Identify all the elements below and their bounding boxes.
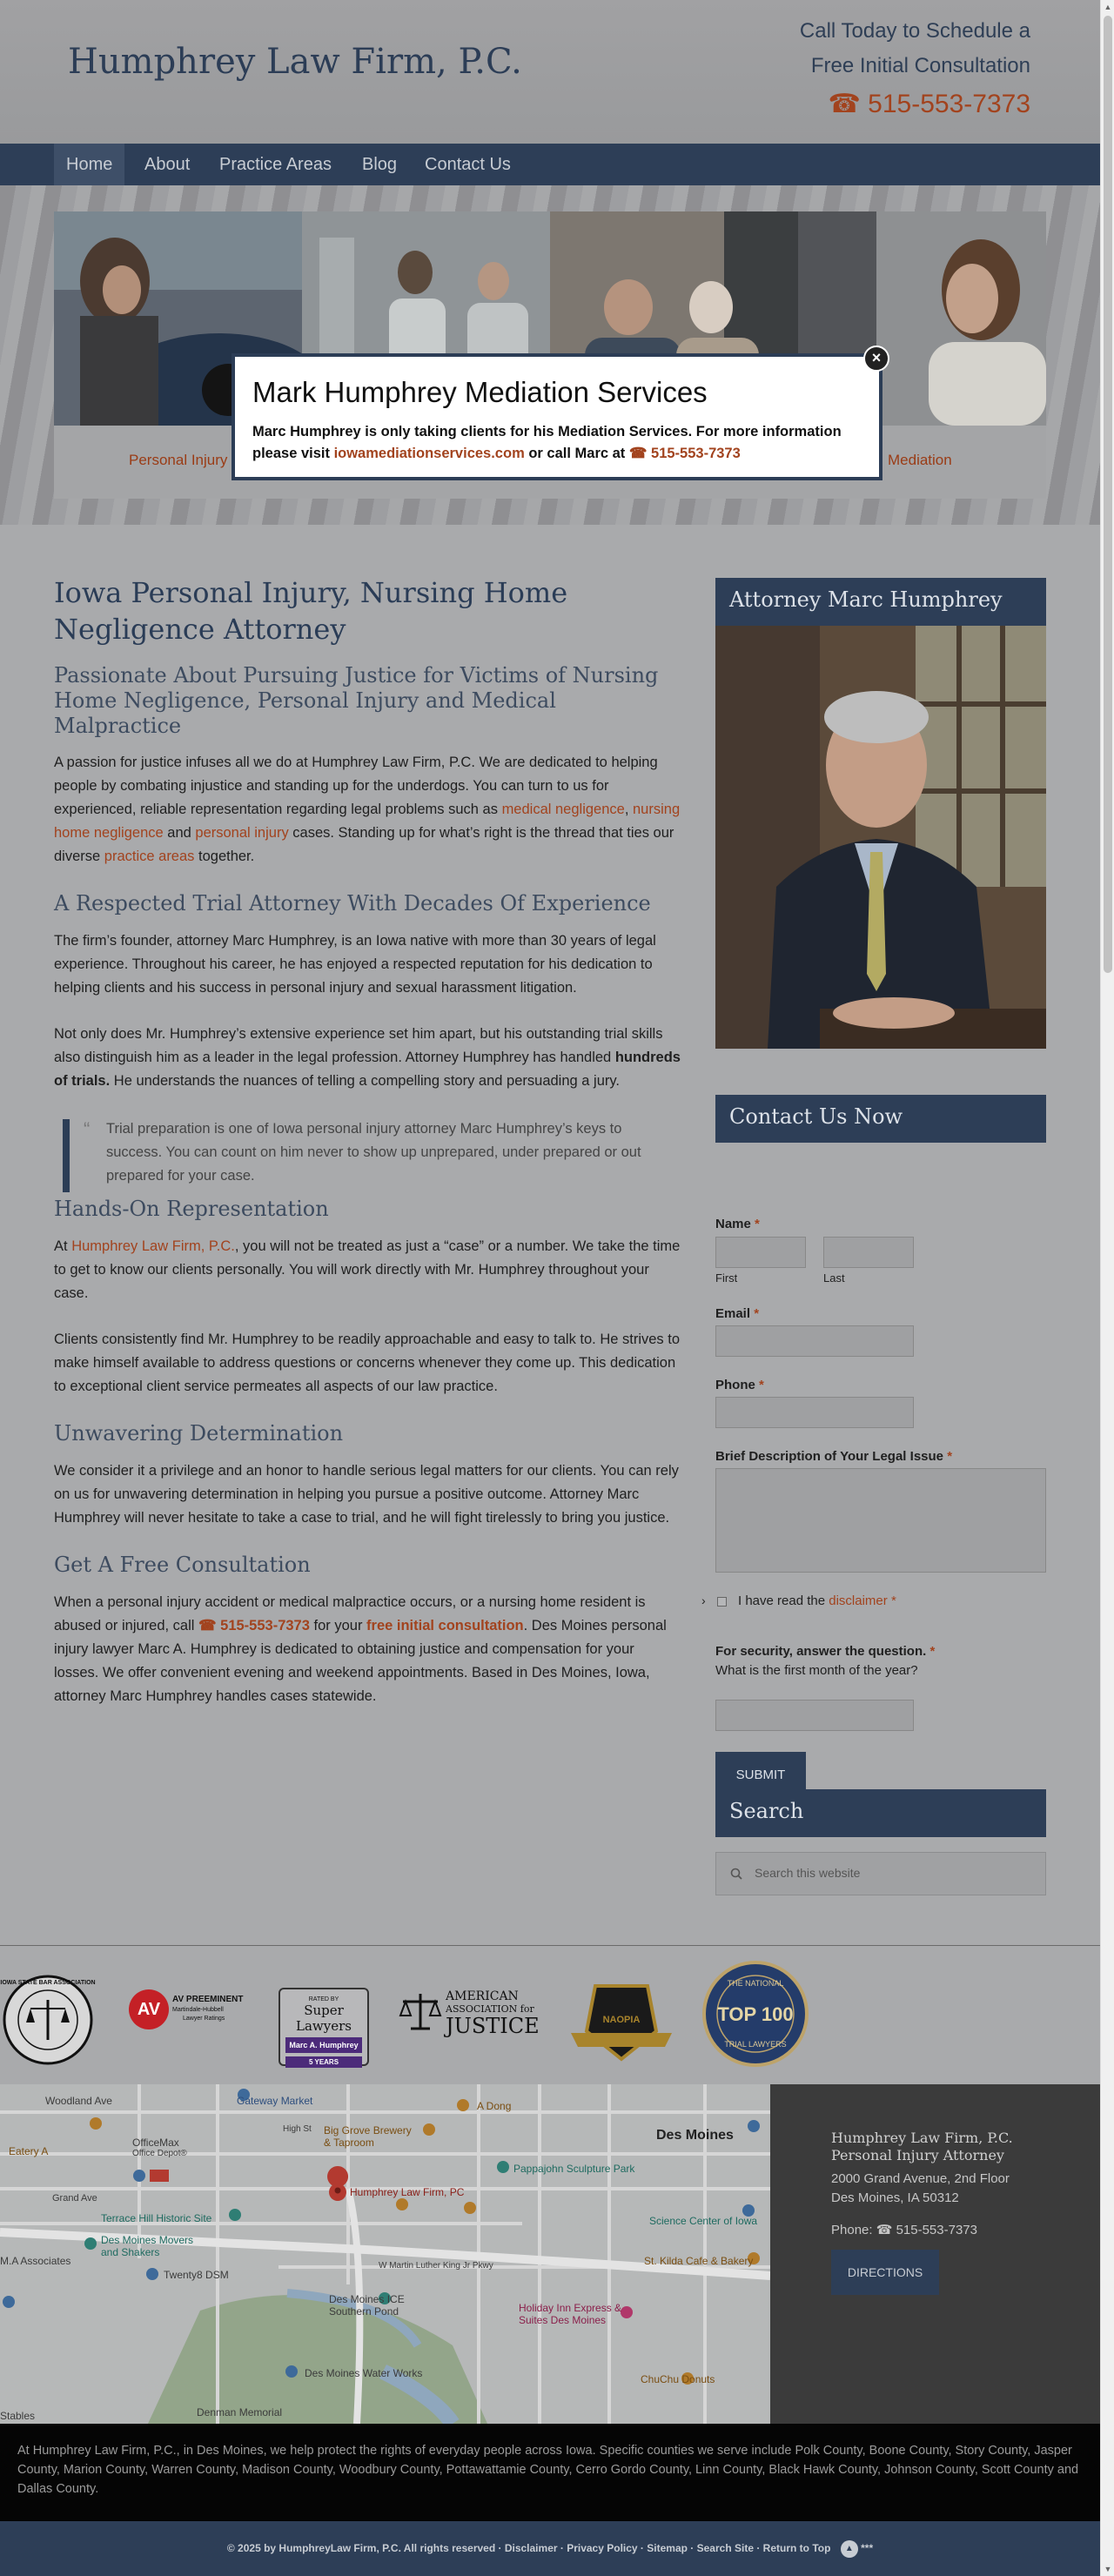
first-name-input[interactable]	[715, 1237, 806, 1268]
scroll-down-icon[interactable]: ▼	[1104, 2565, 1112, 2573]
map-label: A Dong	[477, 2100, 512, 2112]
caption-personal-injury[interactable]: Personal Injury	[129, 452, 228, 468]
map-label: W Martin Luther King Jr Pkwy	[379, 2261, 493, 2271]
footer-link-disclaimer[interactable]: Disclaimer	[504, 2542, 558, 2554]
phone-label	[715, 1378, 764, 1392]
search-widget	[715, 1789, 1046, 1911]
description-textarea[interactable]	[715, 1468, 1046, 1573]
attorney-photo	[715, 626, 1046, 1049]
modal-text-b: or call Marc at	[524, 446, 629, 461]
name-label-text: Name	[715, 1217, 751, 1231]
trial-text-b: He understands the nuances of telling a compelling story and persuading a jury.	[110, 1073, 620, 1089]
required-mark: *	[754, 1306, 760, 1321]
intro-paragraph	[54, 751, 681, 869]
address-city: Des Moines, IA 50312	[831, 2190, 959, 2205]
site-header	[0, 0, 1100, 144]
mediation-modal	[232, 353, 882, 480]
sl-years: 5 YEARS	[285, 2056, 362, 2068]
top100-badge[interactable]	[701, 1960, 809, 2068]
map-label: Grand Ave	[52, 2193, 97, 2204]
close-icon[interactable]: ×	[863, 345, 889, 372]
aaj-line2: ASSOCIATION for	[446, 2003, 534, 2015]
map-label: Denman Memorial	[197, 2406, 283, 2418]
consult-text-c: . Des Moines personal injury lawyer Marc A. Humphrey is dedicated to obtaining justice and compensation for your losses. We offer convenient evening and weekend appointments. Based in Des Moines, Iowa, attorney Marc Humphrey handles cases statewide.	[54, 1618, 667, 1704]
required-mark: *	[759, 1378, 764, 1392]
address-phone-label: Phone:	[831, 2223, 876, 2237]
header-phone[interactable]: ☎ 515-553-7373	[828, 90, 1030, 118]
scrollbar[interactable]	[1100, 0, 1114, 2576]
naopia-badge[interactable]	[569, 1979, 674, 2066]
required-mark: *	[929, 1644, 936, 1659]
av-badge-title: AV PREEMINENT	[172, 1995, 244, 2004]
scales-icon	[399, 1989, 442, 2033]
nav-contact-us[interactable]: Contact Us	[425, 155, 511, 174]
name-label	[715, 1217, 760, 1231]
badges-row	[0, 1945, 1100, 2084]
google-map[interactable]	[0, 2084, 770, 2424]
trial-text-bold: hundreds of trials.	[54, 1050, 681, 1089]
consult-text-b: for your	[309, 1618, 367, 1633]
address-firm: Humphrey Law Firm, P.C.	[831, 2130, 1013, 2146]
security-question: What is the first month of the year?	[715, 1663, 918, 1678]
footer-tail: ***	[857, 2542, 874, 2554]
attorney-widget	[715, 578, 1046, 1049]
nav-blog[interactable]: Blog	[362, 155, 398, 174]
phone-input[interactable]	[715, 1397, 914, 1428]
map-label: Eatery A	[9, 2145, 49, 2157]
address-panel	[770, 2084, 1100, 2424]
map-label: Terrace Hill Historic Site	[101, 2212, 212, 2224]
main-content	[54, 574, 681, 1708]
cta-line-1: Call Today to Schedule a	[799, 19, 1030, 43]
page-title: Iowa Personal Injury, Nursing Home Negligence Attorney	[54, 576, 568, 646]
nav-about[interactable]: About	[144, 155, 191, 174]
aaj-line1[interactable]: AMERICAN	[446, 1989, 519, 2003]
paragraph-founder: The firm’s founder, attorney Marc Humphrey, is an Iowa native with more than 30 years of legal experience. Throughout his career, he has enjoyed a respected reputation for his dedication to helping clients and his success in personal injury and sexual harassment litigation.	[54, 933, 656, 996]
contact-widget-title: Contact Us Now	[715, 1095, 1046, 1143]
consult-text-a: When a personal injury accident or medical malpractice occurs, or a nursing home resident is abused or injured, call	[54, 1594, 646, 1633]
last-sublabel: Last	[823, 1271, 845, 1285]
top100-line1: THE NATIONAL	[727, 1979, 784, 1988]
link-firm-name[interactable]: Humphrey Law Firm, P.C.	[71, 1238, 235, 1254]
blockquote-text: Trial preparation is one of Iowa personal injury attorney Marc Humphrey’s keys to success. You can count on him never to show up unprepared, under prepared or out prepared for your case.	[106, 1121, 641, 1184]
map-label: Des Moines Water Works	[305, 2367, 423, 2379]
link-practice-areas[interactable]: practice areas	[104, 849, 195, 864]
scroll-up-icon[interactable]: ▲	[1104, 3, 1112, 11]
attorney-widget-title: Attorney Marc Humphrey	[715, 578, 1046, 626]
security-label-text: For security, answer the question.	[715, 1644, 927, 1659]
map-label: St. Kilda Cafe & Bakery	[644, 2255, 754, 2267]
submit-button[interactable]: SUBMIT	[715, 1752, 806, 1799]
blockquote	[54, 1117, 681, 1188]
consult-phone-link[interactable]: ☎ 515-553-7373	[198, 1618, 310, 1633]
security-label	[715, 1644, 935, 1659]
sl-name: Super Lawyers	[296, 2002, 352, 2034]
map-label: ChuChu Donuts	[641, 2373, 715, 2385]
link-personal-injury[interactable]: personal injury	[195, 825, 289, 841]
isba-badge[interactable]	[0, 1972, 96, 2068]
heading-determination: Unwavering Determination	[54, 1421, 344, 1446]
email-input[interactable]	[715, 1325, 914, 1357]
aaj-line3: JUSTICE	[446, 2014, 540, 2038]
av-badge-icon[interactable]: AV	[129, 1989, 169, 2029]
paragraph-trial-skills	[54, 1023, 681, 1093]
required-mark: *	[890, 1593, 896, 1608]
map-label: Des Moines	[656, 2128, 734, 2143]
map-label: Science Center of Iowa	[649, 2215, 758, 2227]
modal-text	[252, 421, 862, 465]
blockquote-bar	[63, 1119, 70, 1192]
description-label	[715, 1449, 952, 1464]
modal-text-a: Marc Humphrey is only taking clients for his Mediation Services. For more information please visit	[252, 424, 842, 461]
modal-phone-link[interactable]: ☎ 515-553-7373	[628, 446, 741, 461]
map-label: Woodland Ave	[45, 2095, 112, 2107]
caption-mediation[interactable]: Mediation	[888, 452, 952, 468]
map-label: Twenty8 DSM	[164, 2269, 229, 2281]
top100-line2: TOP 100	[717, 2003, 794, 2025]
top100-line3: TRIAL LAWYERS	[724, 2040, 787, 2049]
phone-label-text: Phone	[715, 1378, 755, 1392]
map-label: Pappajohn Sculpture Park	[513, 2163, 635, 2175]
sl-rated: RATED BY	[308, 1996, 339, 2002]
required-mark: *	[755, 1217, 760, 1231]
search-input[interactable]	[715, 1852, 1046, 1895]
required-mark: *	[947, 1449, 953, 1464]
directions-button[interactable]: DIRECTIONS	[831, 2250, 939, 2295]
map-label: Holiday Inn Express & Suites Des Moines	[519, 2302, 622, 2326]
nav-practice-areas[interactable]: Practice Areas	[219, 155, 332, 174]
paragraph-free-consultation	[54, 1591, 681, 1708]
paragraph-hands-on	[54, 1235, 681, 1305]
map-label: Office Depot®	[132, 2149, 187, 2158]
handson-text-b: , you will not be treated as just a “case” or a number. We take the time to get to know our clients personally. You will work directly with Mr. Humphrey throughout your case.	[54, 1238, 681, 1301]
isba-text: IOWA STATE BAR ASSOCIATION	[0, 1980, 96, 1986]
av-badge-sub2: Lawyer Ratings	[183, 2016, 225, 2022]
address-subtitle: Personal Injury Attorney	[831, 2147, 1004, 2163]
main-nav	[0, 144, 1100, 185]
page-subtitle: Passionate About Pursuing Justice for Victims of Nursing Home Negligence, Personal Injury and Medical Malpractice	[54, 663, 659, 738]
map-label: Des Moines Movers and Shakers	[101, 2234, 194, 2258]
search-placeholder: Search this website	[755, 1866, 861, 1880]
address-street: 2000 Grand Avenue, 2nd Floor	[831, 2171, 1010, 2186]
paragraph-approachable: Clients consistently find Mr. Humphrey to be readily approachable and easy to talk to. He strives to make himself available to address questions or concerns whenever they come up. This dedication to exceptional client service permeates all aspects of our law practice.	[54, 1332, 681, 1394]
chevron-up-icon[interactable]: ▲	[841, 2540, 858, 2558]
modal-title: Mark Humphrey Mediation Services	[252, 376, 708, 408]
address-phone-number[interactable]: ☎ 515-553-7373	[876, 2223, 977, 2237]
footer-link-return-to-top[interactable]: Return to Top	[762, 2542, 831, 2554]
heading-hands-on: Hands-On Representation	[54, 1197, 329, 1221]
footer-copyright: © 2025 by HumphreyLaw Firm, P.C. All rights reserved ·	[226, 2542, 505, 2554]
link-free-consultation[interactable]: free initial consultation	[366, 1618, 524, 1633]
cta-line-2: Free Initial Consultation	[810, 54, 1030, 77]
search-icon	[730, 1868, 742, 1880]
contact-form-widget	[701, 1095, 1046, 1878]
av-badge-sub: Martindale-Hubbell	[172, 2007, 224, 2013]
map-label: Des Moines ICE Southern Pond	[329, 2293, 405, 2318]
map-label: High St	[283, 2124, 312, 2134]
chevron-right-icon: ›	[701, 1593, 706, 1607]
last-name-input[interactable]	[823, 1237, 914, 1268]
intro-text-b: cases. Standing up for what’s right is the thread that ties our diverse	[54, 825, 674, 864]
email-label-text: Email	[715, 1306, 751, 1321]
map-label: Big Grove Brewery & Taproom	[324, 2124, 412, 2149]
disclaimer-label-text: I have read the	[738, 1593, 829, 1608]
heading-trial-attorney: A Respected Trial Attorney With Decades Of Experience	[54, 891, 651, 916]
nav-home[interactable]: Home	[54, 144, 124, 185]
footer-link-search[interactable]: Search Site	[696, 2542, 754, 2554]
modal-website-link[interactable]: iowamediationservices.com	[333, 446, 525, 461]
heading-free-consultation: Get A Free Consultation	[54, 1553, 311, 1577]
site-footer: © 2025 by HumphreyLaw Firm, P.C. All rights reserved · Disclaimer · Privacy Policy · Sitemap · Search Site · Return to Top ▲ ***	[0, 2521, 1100, 2576]
map-label: Stables	[0, 2410, 36, 2422]
trial-text-a: Not only does Mr. Humphrey’s extensive experience set him apart, but his outstanding trial skills also distinguish him as a leader in the legal profession. Attorney Humphrey has handled	[54, 1026, 663, 1065]
disclaimer-label	[738, 1593, 896, 1608]
intro-and: and	[163, 825, 196, 841]
naopia-text: NAOPIA	[602, 2015, 641, 2025]
map-label: Gateway Market	[237, 2095, 313, 2107]
email-label	[715, 1306, 759, 1321]
super-lawyers-badge[interactable]	[278, 1988, 369, 2066]
map-label: M.A Associates	[0, 2255, 71, 2267]
footer-link-privacy[interactable]: Privacy Policy	[567, 2542, 638, 2554]
map-label: OfficeMax	[132, 2137, 179, 2149]
description-label-text: Brief Description of Your Legal Issue	[715, 1449, 944, 1464]
first-sublabel: First	[715, 1271, 738, 1285]
link-nursing-home-negligence[interactable]: nursing home negligence	[54, 802, 681, 841]
paragraph-determination: We consider it a privilege and an honor to handle serious legal matters for our clients. You can rely on us for unwavering determination in helping you pursue a positive outcome. Attorney Marc Humphrey will never hesitate to take a case to trial, and he will fight tirelessly to bring you justice.	[54, 1463, 679, 1526]
map-label-firm[interactable]: Humphrey Law Firm, PC	[350, 2186, 465, 2198]
footer-link-sitemap[interactable]: Sitemap	[647, 2542, 688, 2554]
intro-sep: ,	[624, 802, 633, 817]
intro-text-c: together.	[194, 849, 255, 864]
scrollbar-thumb[interactable]	[1104, 16, 1112, 973]
disclaimer-link[interactable]: disclaimer	[829, 1593, 888, 1608]
sl-person: Marc A. Humphrey	[285, 2037, 362, 2053]
address-phone	[831, 2222, 977, 2237]
security-answer-input[interactable]	[715, 1700, 914, 1731]
counties-text: At Humphrey Law Firm, P.C., in Des Moines, we help protect the rights of everyday people across Iowa. Specific counties we serve include Polk County, Boone County, Story County, Jasper County, Marion County, Warren County, Madison County, Woodbury County, Pottawattamie County, Cerro Gordo County, Linn County, Black Hawk County, Johnson County, Scott County and Dallas County.	[0, 2424, 1100, 2521]
disclaimer-checkbox[interactable]	[717, 1597, 727, 1607]
intro-text-a: A passion for justice infuses all we do at Humphrey Law Firm, P.C. We are dedicated to helping people by combating injustice and standing up for the underdogs. You can turn to us for experienced, reliable representation regarding legal problems such as	[54, 755, 658, 817]
site-logo[interactable]: Humphrey Law Firm, P.C.	[68, 42, 522, 82]
handson-text-a: At	[54, 1238, 72, 1254]
link-medical-negligence[interactable]: medical negligence	[501, 802, 625, 817]
search-widget-title: Search	[715, 1789, 1046, 1837]
quote-mark-icon: “	[84, 1118, 91, 1140]
